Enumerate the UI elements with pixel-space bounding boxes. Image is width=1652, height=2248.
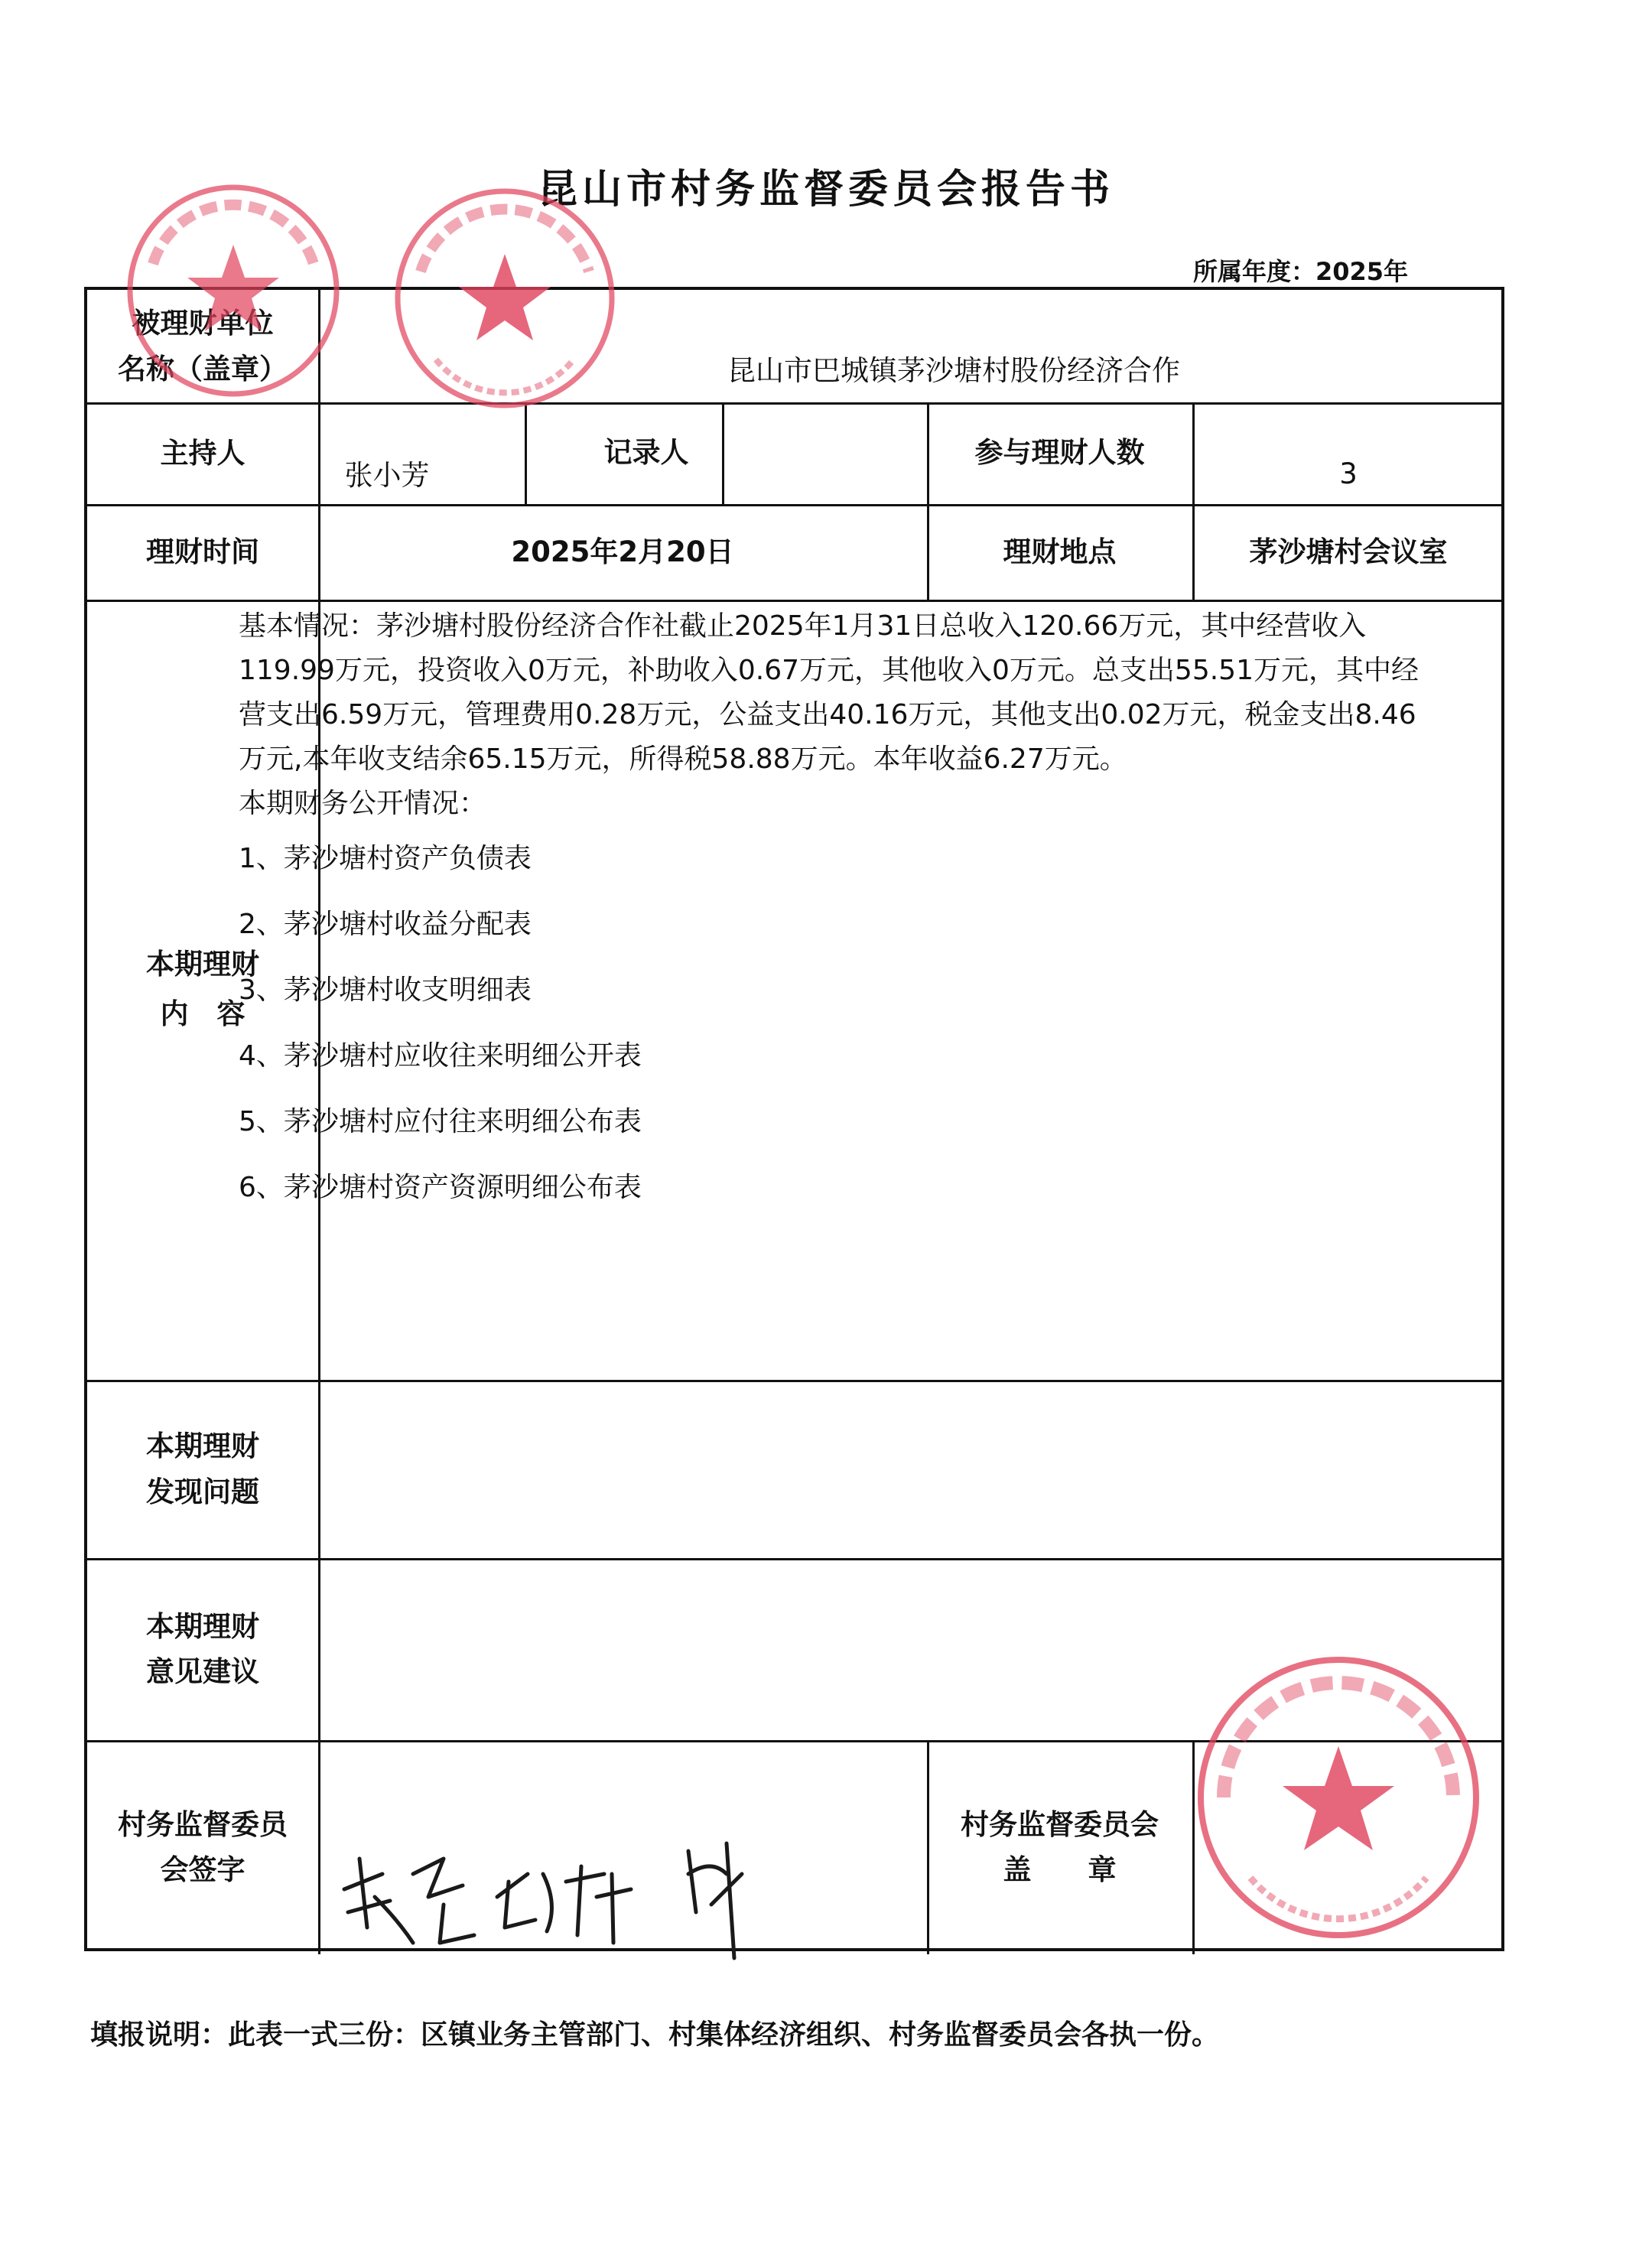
place-label: 理财地点 (1003, 535, 1117, 568)
content-body (239, 604, 1432, 1221)
seal-label-line2: 盖 章 (1003, 1853, 1117, 1886)
problems-label-line1: 本期理财 (146, 1430, 259, 1463)
host-value: 张小芳 (344, 458, 430, 492)
problems-value (318, 1380, 1504, 1558)
seal-stamp-2 (390, 184, 620, 413)
disclosure-item: 6、茅沙塘村资产资源明细公布表 (239, 1172, 642, 1203)
handwritten-signatures (329, 1828, 818, 1966)
seal-stamp-3 (1189, 1648, 1488, 1947)
advice-label (87, 1558, 318, 1740)
basic-situation: 基本情况：茅沙塘村股份经济合作社截止2025年1月31日总收入120.66万元，其中经营收入119.99万元，投资收入0万元，补助收入0.67万元，其他收入0万元。总支出55.51万元，其中经营支出6.59万元，管理费用0.28万元，公益支出40.16万元，其他支出0.02万元，税金支出8.46万元,本年收支结余65.15万元，所得税58.88万元。本年收益6.27万元。 (239, 610, 1419, 775)
fiscal-year: 所属年度：2025年 (1193, 257, 1409, 286)
participants-label: 参与理财人数 (974, 436, 1145, 469)
recorder-label: 记录人 (603, 436, 689, 469)
participants-value: 3 (1339, 457, 1358, 490)
content-label-line1: 本期理财 (146, 948, 259, 981)
seal-label (927, 1740, 1192, 1954)
unit-label-line2: 名称（盖章） (118, 352, 288, 386)
problems-label (87, 1380, 318, 1558)
unit-label-line1: 被理财单位 (132, 307, 274, 340)
footer-note: 填报说明：此表一式三份：区镇业务主管部门、村集体经济组织、村务监督委员会各执一份。 (90, 2019, 1220, 2051)
host-label: 主持人 (160, 436, 246, 470)
sign-label-line1: 村务监督委员 (118, 1807, 288, 1841)
place-value: 茅沙塘村会议室 (1249, 535, 1448, 568)
disclosure-item: 5、茅沙塘村应付往来明细公布表 (239, 1106, 642, 1137)
disclosure-item: 3、茅沙塘村收支明细表 (239, 974, 532, 1006)
disclosure-list (239, 826, 1432, 1221)
disclosure-item: 2、茅沙塘村收益分配表 (239, 909, 532, 940)
content-label-line2: 内 容 (160, 997, 246, 1030)
page-title: 昆山市村务监督委员会报告书 (537, 167, 1114, 213)
time-label: 理财时间 (146, 535, 259, 568)
problems-label-line2: 发现问题 (146, 1475, 259, 1508)
sign-label-line2: 会签字 (160, 1853, 246, 1886)
seal-stamp-1 (122, 180, 344, 402)
disclosure-heading: 本期财务公开情况： (239, 788, 487, 819)
sign-label (87, 1740, 318, 1954)
recorder-value (722, 402, 927, 504)
disclosure-item: 1、茅沙塘村资产负债表 (239, 843, 532, 874)
disclosure-item: 4、茅沙塘村应收往来明细公开表 (239, 1040, 642, 1072)
unit-value: 昆山市巴城镇茅沙塘村股份经济合作 (727, 353, 1180, 387)
advice-label-line2: 意见建议 (146, 1655, 259, 1688)
seal-label-line1: 村务监督委员会 (961, 1807, 1159, 1841)
time-value: 2025年2月20日 (511, 535, 734, 568)
advice-label-line1: 本期理财 (146, 1609, 259, 1643)
